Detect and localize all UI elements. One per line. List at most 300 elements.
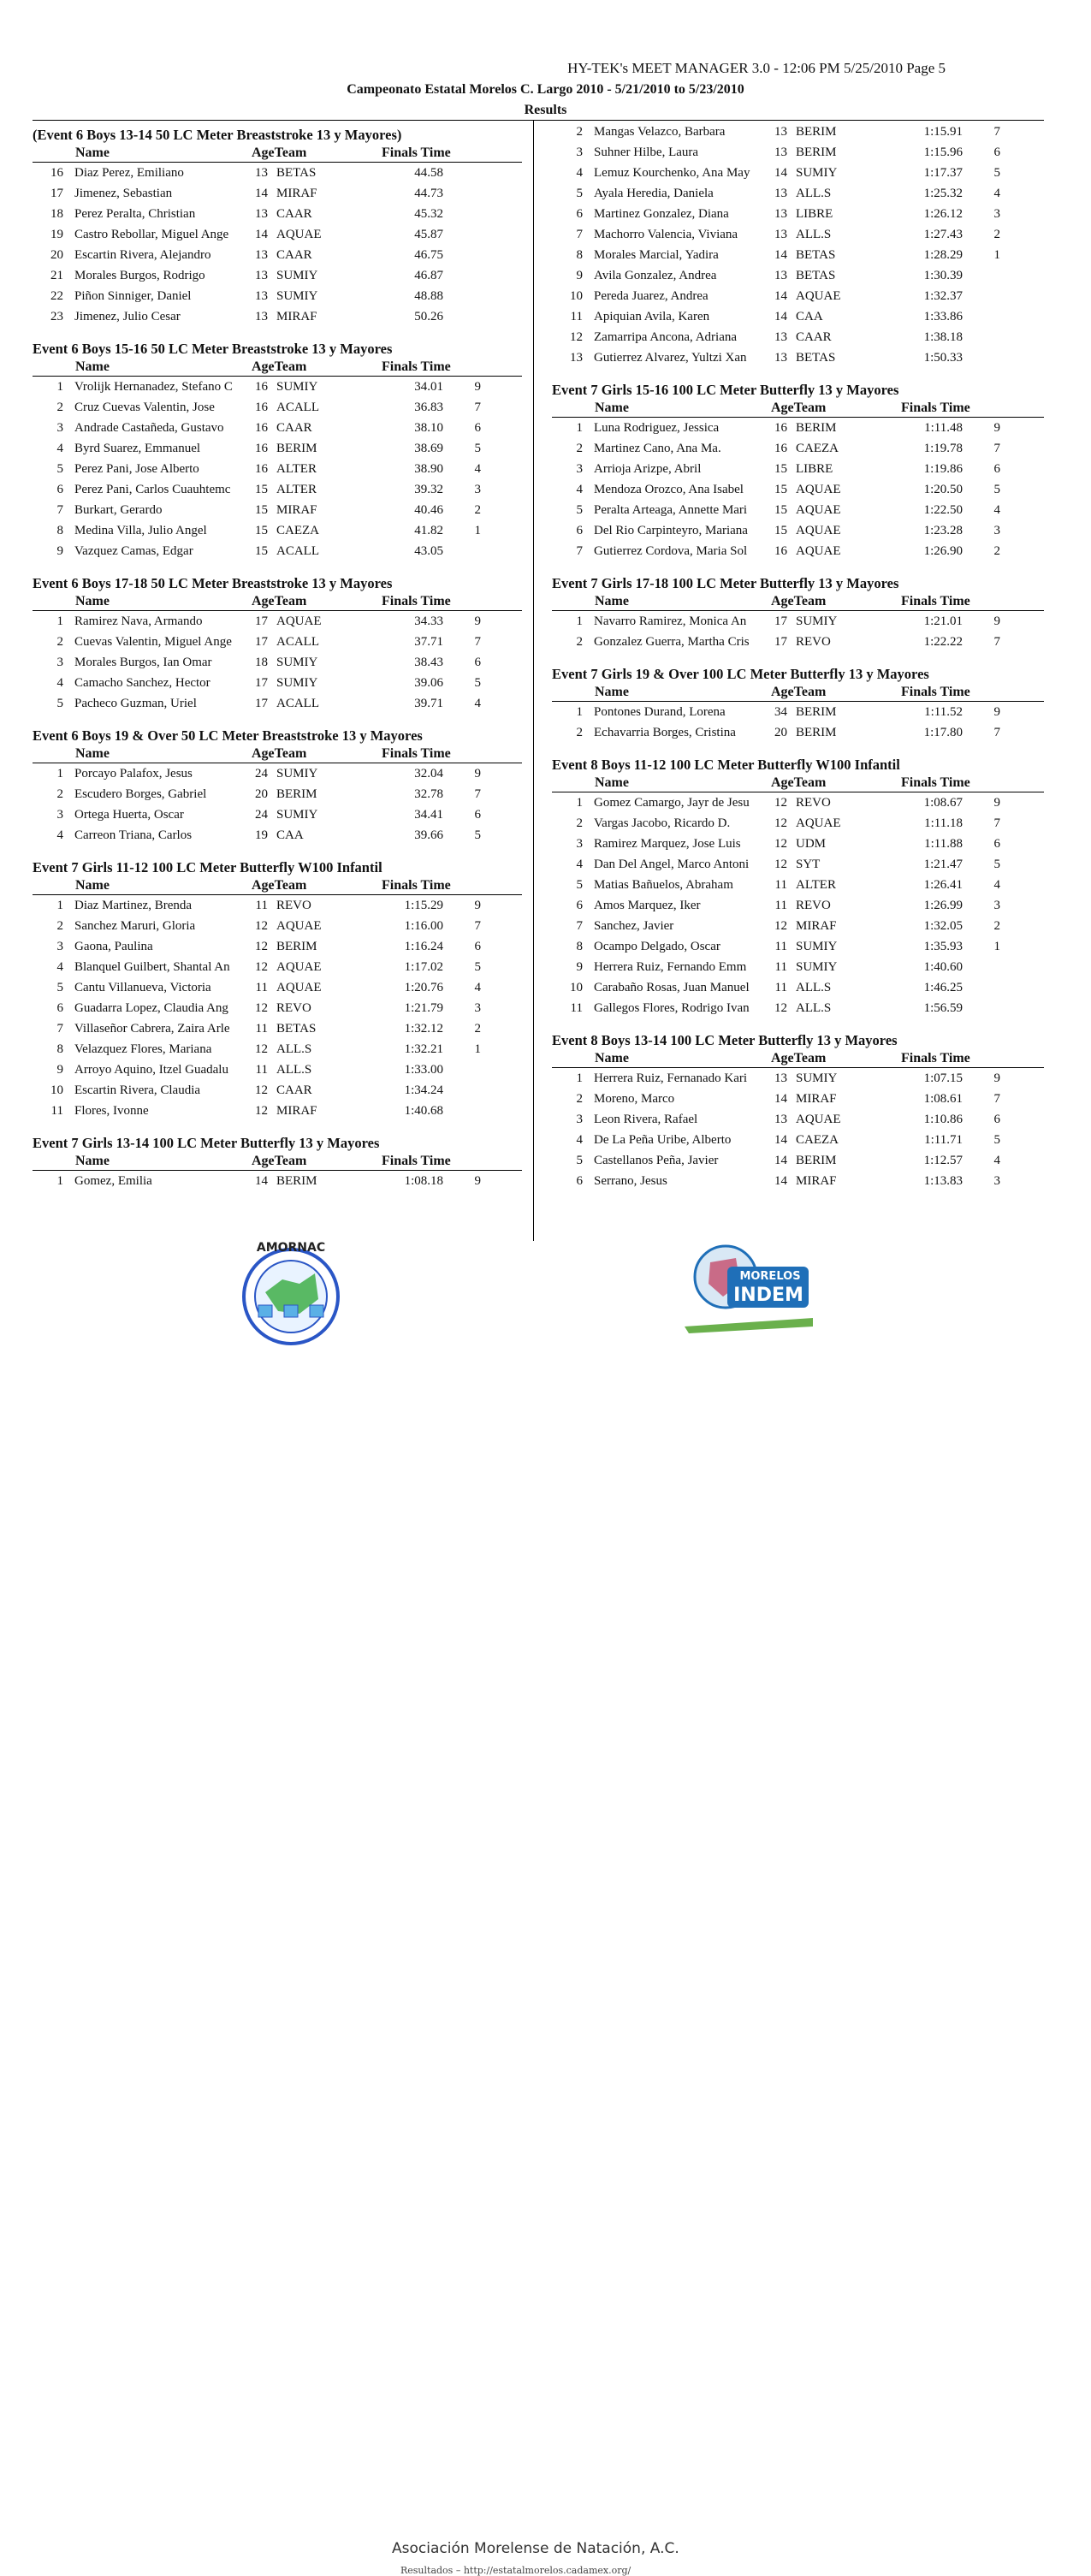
age: 12: [255, 940, 268, 953]
place: 11: [50, 1104, 63, 1118]
finals-time: 45.87: [414, 228, 443, 241]
finals-time: 1:15.96: [923, 145, 963, 159]
finals-time: 1:33.00: [404, 1063, 443, 1077]
event-title: Event 6 Boys 17-18 50 LC Meter Breaststroke 13 y Mayores: [33, 575, 393, 591]
result-row: [552, 347, 1044, 368]
age: 13: [774, 187, 787, 200]
place: 22: [50, 289, 63, 303]
points: 1: [993, 940, 1000, 953]
place: 7: [576, 544, 583, 558]
points: 7: [993, 816, 1000, 830]
place: 3: [56, 656, 63, 669]
team: MIRAF: [276, 187, 317, 200]
event-block: [33, 125, 522, 327]
place: 9: [576, 960, 583, 974]
points: 6: [993, 1113, 1000, 1126]
swimmer-name: Diaz Perez, Emiliano: [74, 166, 184, 180]
place: 2: [576, 635, 583, 649]
place: 6: [576, 899, 583, 912]
age: 16: [255, 442, 268, 455]
age: 12: [774, 1001, 787, 1015]
points: 2: [474, 1022, 481, 1036]
place: 3: [56, 421, 63, 435]
age: 14: [774, 289, 787, 303]
header-name: Name: [75, 1154, 110, 1168]
header-finals-time: Finals Time: [382, 878, 451, 893]
result-row: [552, 834, 1044, 854]
meet-title: Campeonato Estatal Morelos C. Largo 2010 - 5/21/2010 to 5/23/2010: [347, 82, 744, 97]
place: 11: [570, 1001, 583, 1015]
result-row: [552, 122, 1044, 142]
result-row: [33, 306, 522, 327]
finals-time: 39.06: [414, 676, 443, 690]
place: 23: [50, 310, 63, 323]
event-block: [552, 1030, 1044, 1191]
team: BERIM: [796, 421, 837, 435]
age: 14: [774, 1174, 787, 1188]
result-row: [33, 520, 522, 541]
team: REVO: [276, 899, 311, 912]
results-column-header: [33, 878, 522, 895]
header-name: Name: [75, 145, 110, 160]
header-finals-time: Finals Time: [901, 1051, 970, 1065]
team: ALL.S: [796, 1001, 832, 1015]
results-column-header: [552, 1051, 1044, 1068]
team: SUMIY: [276, 289, 318, 303]
finals-time: 1:30.39: [923, 269, 963, 282]
result-row: [552, 875, 1044, 895]
points: 4: [993, 878, 1000, 892]
team: ALL.S: [276, 1063, 312, 1077]
place: 8: [56, 524, 63, 537]
age: 16: [255, 462, 268, 476]
age: 12: [774, 858, 787, 871]
header-finals-time: Finals Time: [382, 746, 451, 761]
finals-time: 37.71: [414, 635, 443, 649]
finals-time: 40.46: [414, 503, 443, 517]
team: REVO: [276, 1001, 311, 1015]
place: 2: [56, 919, 63, 933]
points: 9: [993, 421, 1000, 435]
event-title: Event 7 Girls 19 & Over 100 LC Meter Butterfly 13 y Mayores: [552, 666, 929, 682]
team: BETAS: [796, 351, 836, 365]
points: 5: [474, 960, 481, 974]
points: 4: [993, 187, 1000, 200]
points: 5: [993, 166, 1000, 180]
points: 5: [993, 1133, 1000, 1147]
age: 14: [255, 187, 268, 200]
team: MIRAF: [796, 1092, 837, 1106]
place: 7: [576, 919, 583, 933]
place: 20: [50, 248, 63, 262]
age: 15: [774, 503, 787, 517]
swimmer-name: Carabaño Rosas, Juan Manuel: [594, 981, 750, 994]
result-row: [33, 957, 522, 977]
results-column-header: [33, 746, 522, 763]
swimmer-name: Perez Peralta, Christian: [74, 207, 196, 221]
finals-time: 1:08.67: [923, 796, 963, 810]
finals-time: 1:40.68: [404, 1104, 443, 1118]
team: CAAR: [276, 207, 312, 221]
finals-time: 32.04: [414, 767, 443, 781]
team: ALTER: [276, 483, 317, 496]
result-row: [33, 1101, 522, 1121]
header-team: Team: [274, 878, 307, 893]
team: AQUAE: [796, 483, 841, 496]
result-row: [33, 611, 522, 632]
results-subtitle: Results: [524, 103, 567, 117]
finals-time: 1:16.24: [404, 940, 443, 953]
swimmer-name: Blanquel Guilbert, Shantal An: [74, 960, 230, 974]
header-age: Age: [252, 878, 275, 893]
place: 17: [50, 187, 63, 200]
age: 13: [255, 248, 268, 262]
meet-manager-header: HY-TEK's MEET MANAGER 3.0 - 12:06 PM 5/25/2010 Page 5: [567, 60, 946, 76]
swimmer-name: Apiquian Avila, Karen: [594, 310, 710, 323]
result-row: [552, 142, 1044, 163]
swimmer-name: Mangas Velazco, Barbara: [594, 125, 726, 139]
team: BETAS: [796, 248, 836, 262]
finals-time: 1:23.28: [923, 524, 963, 537]
swimmer-name: Piñon Sinniger, Daniel: [74, 289, 192, 303]
result-row: [33, 500, 522, 520]
result-row: [33, 438, 522, 459]
age: 15: [255, 503, 268, 517]
points: 2: [474, 503, 481, 517]
place: 6: [576, 207, 583, 221]
team: CAAR: [276, 248, 312, 262]
header-finals-time: Finals Time: [901, 685, 970, 699]
points: 6: [993, 462, 1000, 476]
header-team: Team: [793, 401, 827, 415]
event-title: (Event 6 Boys 13-14 50 LC Meter Breaststroke 13 y Mayores): [33, 127, 402, 143]
header-name: Name: [75, 878, 110, 893]
swimmer-name: Velazquez Flores, Mariana: [74, 1042, 212, 1056]
team: AQUAE: [796, 524, 841, 537]
result-row: [33, 673, 522, 693]
swimmer-name: Morales Burgos, Ian Omar: [74, 656, 212, 669]
team: BERIM: [796, 145, 837, 159]
points: 3: [993, 1174, 1000, 1188]
team: SYT: [796, 858, 821, 871]
age: 12: [774, 796, 787, 810]
place: 5: [56, 697, 63, 710]
place: 5: [56, 462, 63, 476]
age: 14: [774, 166, 787, 180]
place: 4: [576, 1133, 583, 1147]
finals-time: 1:08.18: [404, 1174, 443, 1188]
place: 5: [576, 1154, 583, 1167]
finals-time: 1:40.60: [923, 960, 963, 974]
header-name: Name: [595, 401, 629, 415]
age: 13: [255, 310, 268, 323]
header-finals-time: Finals Time: [901, 775, 970, 790]
finals-time: 34.33: [414, 614, 443, 628]
points: 2: [993, 544, 1000, 558]
team: BERIM: [276, 442, 317, 455]
event-title: Event 7 Girls 15-16 100 LC Meter Butterfly 13 y Mayores: [552, 382, 899, 398]
finals-time: 1:11.48: [924, 421, 963, 435]
age: 12: [255, 1042, 268, 1056]
result-row: [552, 479, 1044, 500]
swimmer-name: Moreno, Marco: [594, 1092, 675, 1106]
age: 24: [255, 808, 268, 822]
place: 3: [56, 940, 63, 953]
place: 2: [576, 726, 583, 739]
result-row: [33, 1080, 522, 1101]
result-row: [33, 224, 522, 245]
place: 7: [56, 1022, 63, 1036]
place: 3: [576, 145, 583, 159]
place: 9: [56, 544, 63, 558]
place: 16: [50, 166, 63, 180]
age: 14: [774, 310, 787, 323]
place: 2: [576, 125, 583, 139]
age: 11: [255, 1022, 268, 1036]
result-row: [552, 1150, 1044, 1171]
age: 15: [774, 462, 787, 476]
finals-time: 1:13.83: [923, 1174, 963, 1188]
result-row: [552, 459, 1044, 479]
finals-time: 1:11.18: [924, 816, 963, 830]
place: 4: [56, 828, 63, 842]
result-row: [552, 722, 1044, 743]
swimmer-name: Villaseñor Cabrera, Zaira Arle: [74, 1022, 230, 1036]
team: REVO: [796, 796, 831, 810]
result-row: [552, 895, 1044, 916]
place: 9: [56, 1063, 63, 1077]
swimmer-name: Perez Pani, Carlos Cuauhtemc: [74, 483, 231, 496]
finals-time: 1:46.25: [923, 981, 963, 994]
event-title: Event 7 Girls 11-12 100 LC Meter Butterfly W100 Infantil: [33, 859, 382, 875]
age: 11: [255, 981, 268, 994]
swimmer-name: Cantu Villanueva, Victoria: [74, 981, 211, 994]
swimmer-name: Ocampo Delgado, Oscar: [594, 940, 720, 953]
place: 6: [576, 524, 583, 537]
result-row: [33, 265, 522, 286]
result-row: [552, 813, 1044, 834]
header-age-team: [771, 1051, 826, 1066]
header-finals-time: Finals Time: [901, 594, 970, 608]
result-row: [552, 792, 1044, 813]
swimmer-name: Herrera Ruiz, Fernanado Kari: [594, 1071, 748, 1085]
swimmer-name: Jimenez, Julio Cesar: [74, 310, 181, 323]
points: 7: [474, 919, 481, 933]
swimmer-name: Cuevas Valentin, Miguel Ange: [74, 635, 232, 649]
page-footer: [0, 1232, 1091, 2576]
indem-logo-text: INDEM: [733, 1285, 803, 1306]
team: CAEZA: [796, 1133, 839, 1147]
team: ACALL: [276, 635, 319, 649]
results-column-header: [33, 359, 522, 377]
header-team: Team: [793, 594, 827, 608]
team: ALL.S: [796, 187, 832, 200]
finals-time: 38.90: [414, 462, 443, 476]
header-name: Name: [595, 775, 629, 790]
finals-time: 1:28.29: [923, 248, 963, 262]
header-age-team: [771, 594, 826, 609]
points: 5: [993, 858, 1000, 871]
points: 4: [474, 697, 481, 710]
place: 6: [576, 1174, 583, 1188]
header-team: Team: [274, 145, 307, 160]
points: 7: [993, 726, 1000, 739]
place: 6: [56, 483, 63, 496]
place: 13: [570, 351, 583, 365]
age: 16: [774, 442, 787, 455]
age: 16: [774, 544, 787, 558]
finals-time: 1:26.12: [923, 207, 963, 221]
swimmer-name: Machorro Valencia, Viviana: [594, 228, 738, 241]
swimmer-name: Escudero Borges, Gabriel: [74, 787, 207, 801]
age: 34: [774, 705, 787, 719]
age: 12: [255, 960, 268, 974]
points: 6: [474, 940, 481, 953]
swimmer-name: Martinez Gonzalez, Diana: [594, 207, 729, 221]
team: AQUAE: [276, 614, 322, 628]
header-age: Age: [252, 594, 275, 608]
age: 13: [774, 125, 787, 139]
team: CAAR: [796, 330, 832, 344]
header-team: Team: [274, 594, 307, 608]
swimmer-name: Andrade Castañeda, Gustavo: [74, 421, 224, 435]
place: 19: [50, 228, 63, 241]
team: BERIM: [276, 940, 317, 953]
finals-time: 1:19.78: [923, 442, 963, 455]
swimmer-name: Escartin Rivera, Claudia: [74, 1083, 201, 1097]
swimmer-name: Gonzalez Guerra, Martha Cris: [594, 635, 750, 649]
age: 12: [255, 1083, 268, 1097]
swimmer-name: Martinez Cano, Ana Ma.: [594, 442, 721, 455]
header-age-team: [252, 359, 306, 375]
result-row: [552, 1171, 1044, 1191]
result-row: [552, 998, 1044, 1018]
place: 3: [576, 837, 583, 851]
place: 2: [56, 401, 63, 414]
swimmer-name: De La Peña Uribe, Alberto: [594, 1133, 732, 1147]
finals-time: 38.69: [414, 442, 443, 455]
team: ACALL: [276, 697, 319, 710]
points: 2: [993, 919, 1000, 933]
age: 11: [774, 981, 787, 994]
points: 7: [993, 442, 1000, 455]
swimmer-name: Castellanos Peña, Javier: [594, 1154, 719, 1167]
place: 8: [56, 1042, 63, 1056]
event-title: Event 7 Girls 17-18 100 LC Meter Butterfly 13 y Mayores: [552, 575, 899, 591]
points: 6: [993, 837, 1000, 851]
swimmer-name: Zamarripa Ancona, Adriana: [594, 330, 738, 344]
age: 11: [255, 899, 268, 912]
age: 12: [255, 919, 268, 933]
place: 10: [570, 981, 583, 994]
result-row: [552, 183, 1044, 204]
place: 2: [576, 1092, 583, 1106]
age: 13: [774, 351, 787, 365]
header-age: Age: [771, 594, 794, 608]
finals-time: 1:26.90: [923, 544, 963, 558]
header-age-team: [771, 685, 826, 700]
column-divider: [533, 120, 534, 1241]
place: 2: [56, 635, 63, 649]
result-row: [552, 418, 1044, 438]
swimmer-name: Medina Villa, Julio Angel: [74, 524, 207, 537]
team: CAAR: [276, 1083, 312, 1097]
swimmer-name: Flores, Ivonne: [74, 1104, 149, 1118]
event-block: [33, 573, 522, 714]
finals-time: 32.78: [414, 787, 443, 801]
swimmer-name: Burkart, Gerardo: [74, 503, 163, 517]
result-row: [552, 286, 1044, 306]
header-age: Age: [252, 1154, 275, 1168]
header-team: Team: [274, 359, 307, 374]
team: BERIM: [796, 705, 837, 719]
age: 17: [255, 676, 268, 690]
points: 9: [474, 380, 481, 394]
age: 19: [255, 828, 268, 842]
header-age: Age: [771, 401, 794, 415]
result-row: [33, 397, 522, 418]
team: AQUAE: [276, 228, 322, 241]
finals-time: 1:26.41: [923, 878, 963, 892]
points: 4: [474, 981, 481, 994]
place: 3: [576, 1113, 583, 1126]
header-age-team: [252, 594, 306, 609]
place: 4: [56, 960, 63, 974]
finals-time: 1:32.21: [404, 1042, 443, 1056]
finals-time: 1:17.80: [923, 726, 963, 739]
swimmer-name: Cruz Cuevas Valentin, Jose: [74, 401, 215, 414]
team: SUMIY: [796, 614, 838, 628]
team: BERIM: [276, 1174, 317, 1188]
result-row: [552, 611, 1044, 632]
place: 1: [56, 614, 63, 628]
finals-time: 1:15.29: [404, 899, 443, 912]
team: SUMIY: [276, 656, 318, 669]
points: 5: [474, 676, 481, 690]
swimmer-name: Gaona, Paulina: [74, 940, 153, 953]
result-row: [552, 520, 1044, 541]
points: 7: [474, 635, 481, 649]
points: 7: [993, 635, 1000, 649]
points: 5: [474, 442, 481, 455]
place: 7: [576, 228, 583, 241]
place: 4: [576, 166, 583, 180]
age: 24: [255, 767, 268, 781]
swimmer-name: Leon Rivera, Rafael: [594, 1113, 698, 1126]
finals-time: 39.71: [414, 697, 443, 710]
event-title: Event 6 Boys 15-16 50 LC Meter Breaststroke 13 y Mayores: [33, 341, 393, 357]
age: 20: [255, 787, 268, 801]
result-row: [33, 459, 522, 479]
place: 3: [56, 808, 63, 822]
header-name: Name: [75, 746, 110, 761]
points: 6: [474, 656, 481, 669]
age: 13: [774, 1113, 787, 1126]
place: 6: [56, 1001, 63, 1015]
age: 11: [774, 960, 787, 974]
result-row: [33, 895, 522, 916]
finals-time: 1:26.99: [923, 899, 963, 912]
finals-time: 1:25.32: [923, 187, 963, 200]
team: REVO: [796, 635, 831, 649]
finals-time: 1:38.18: [923, 330, 963, 344]
header-age: Age: [252, 359, 275, 374]
age: 11: [774, 878, 787, 892]
swimmer-name: Gutierrez Alvarez, Yultzi Xan: [594, 351, 747, 365]
age: 17: [774, 614, 787, 628]
team: SUMIY: [276, 808, 318, 822]
team: CAEZA: [276, 524, 319, 537]
